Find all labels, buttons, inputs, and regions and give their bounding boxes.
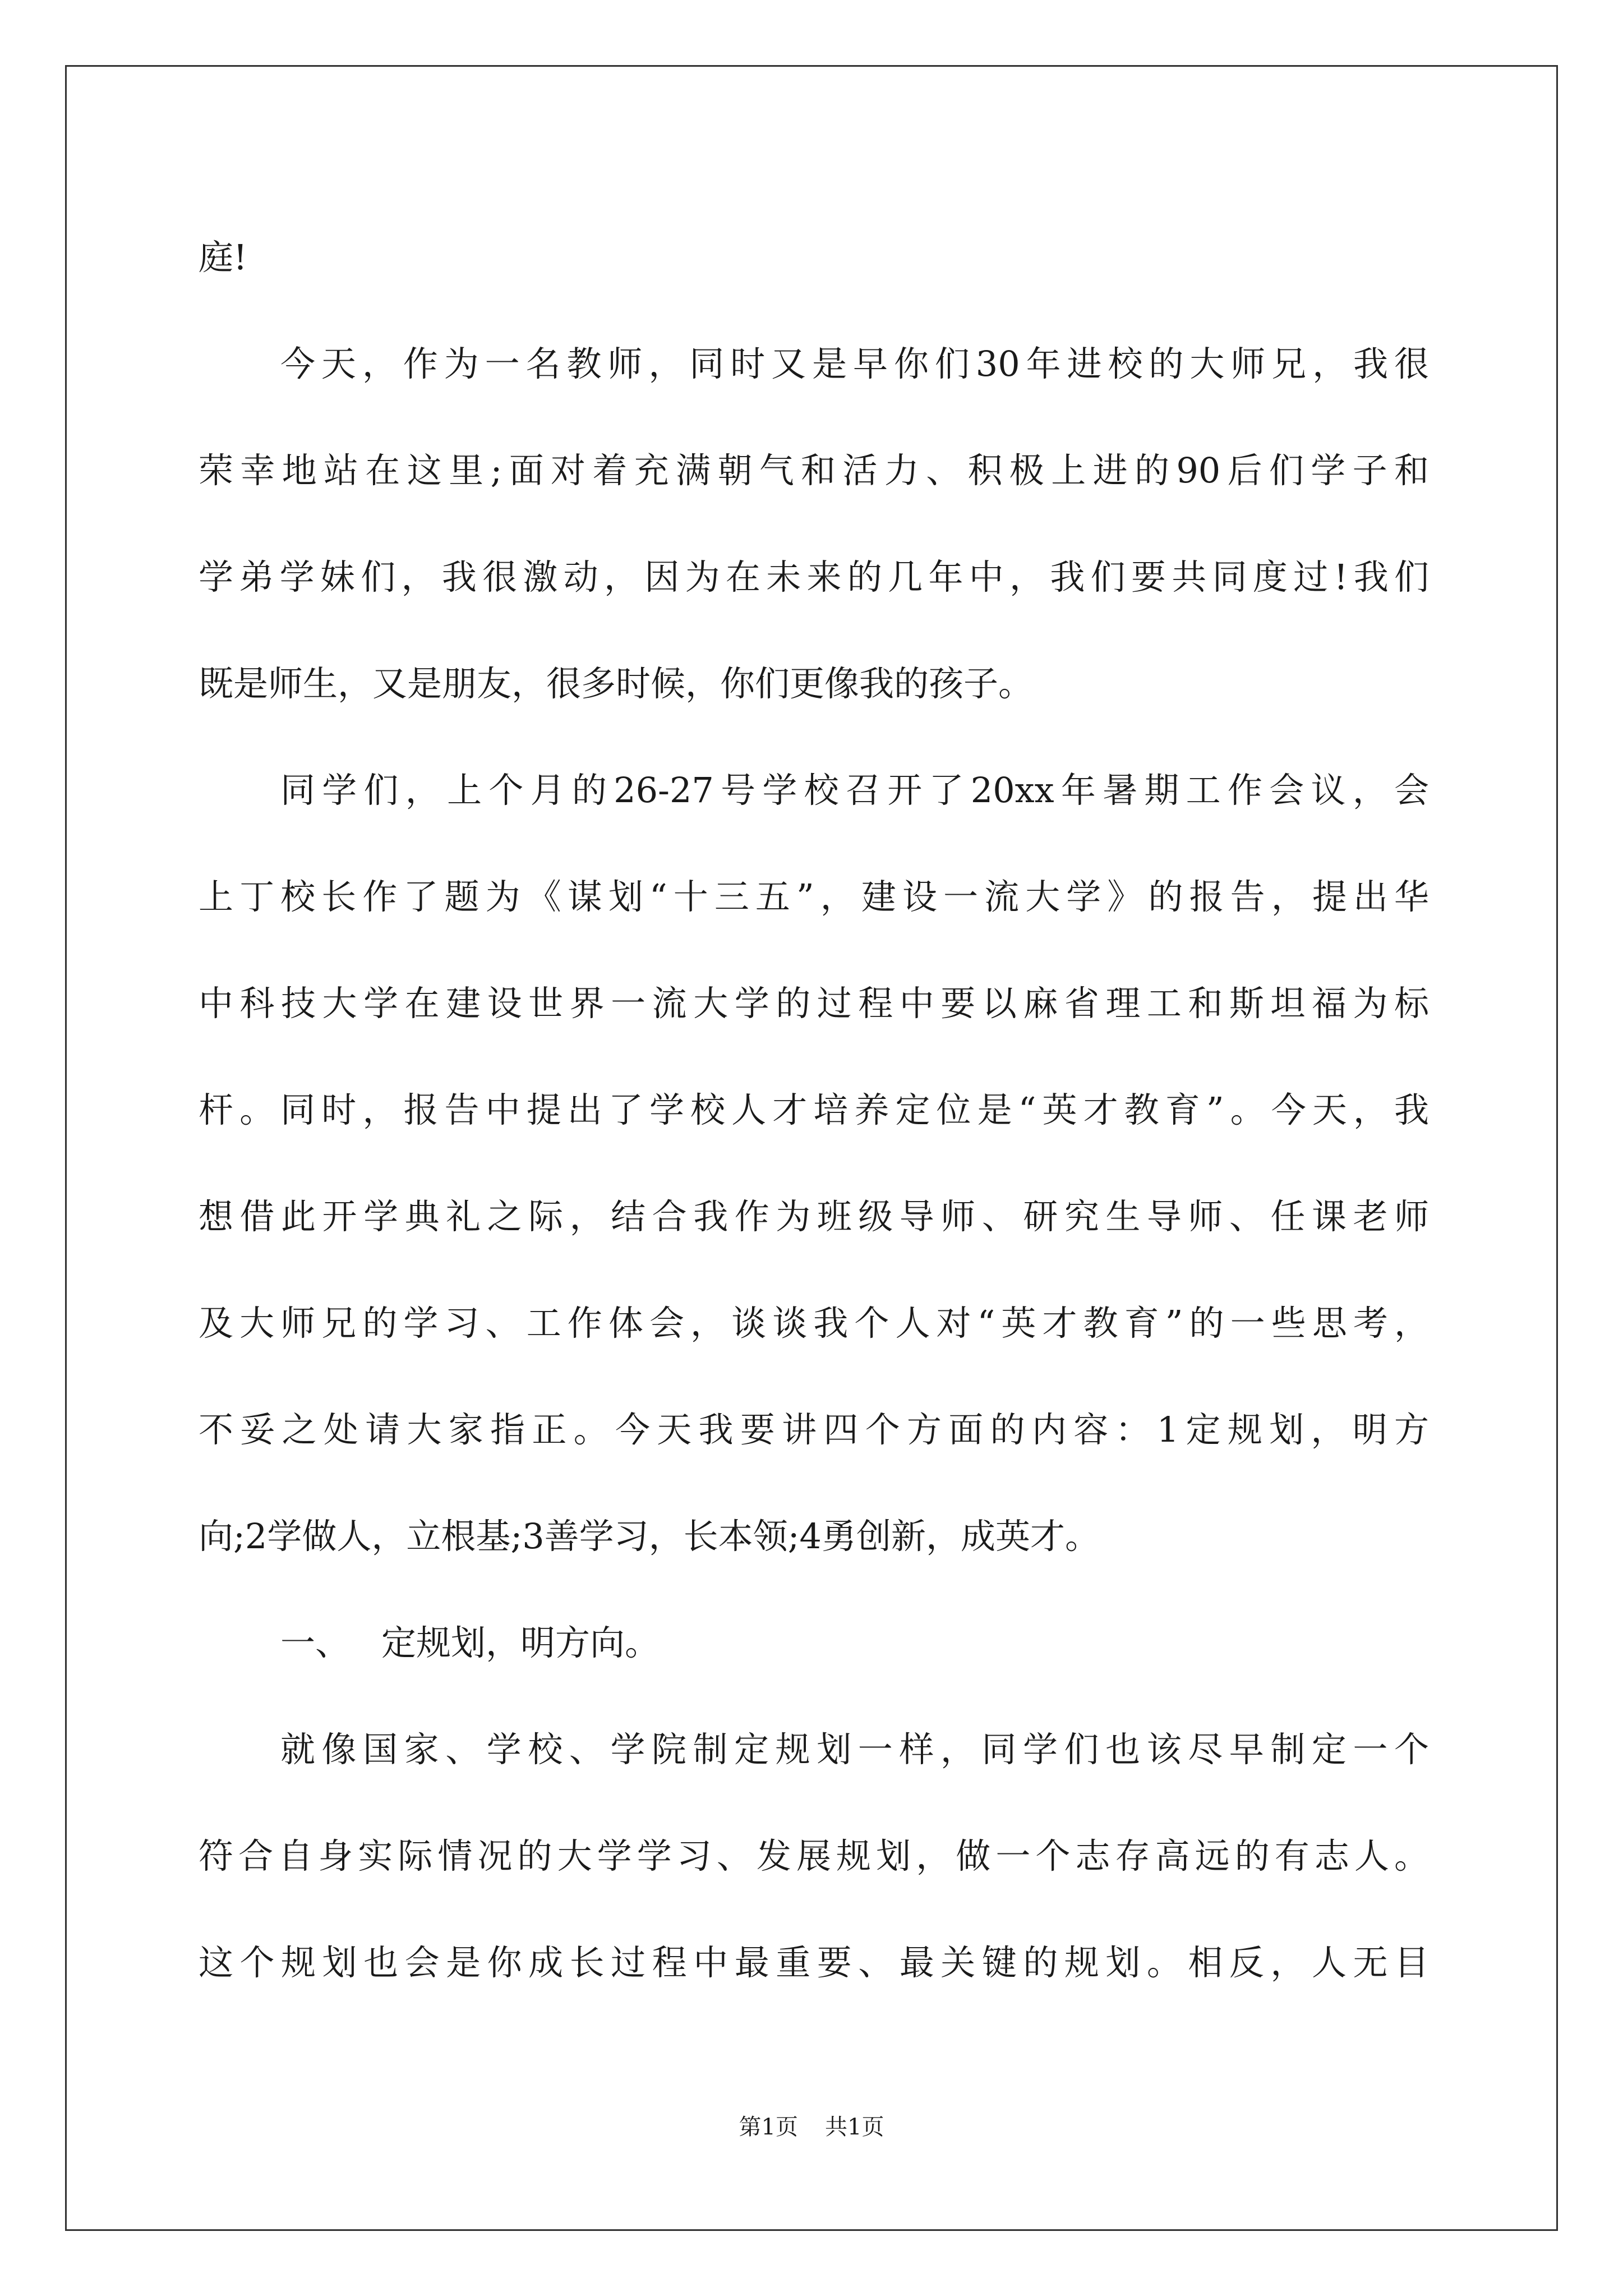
paragraph-line: 杆。同时，报告中提出了学校人才培养定位是“英才教育”。今天，我 bbox=[199, 1089, 1429, 1130]
paragraph-line: 既是师生，又是朋友，很多时候，你们更像我的孩子。 bbox=[199, 663, 1034, 704]
document-body bbox=[199, 204, 1429, 2016]
paragraph-line: 及大师兄的学习、工作体会，谈谈我个人对“英才教育”的一些思考， bbox=[199, 1303, 1429, 1343]
paragraph-line: 今天，作为一名教师，同时又是早你们30年进校的大师兄，我很 bbox=[280, 343, 1429, 384]
section-heading bbox=[199, 1590, 1429, 1696]
paragraph-line: 上丁校长作了题为《谋划“十三五”，建设一流大学》的报告，提出华 bbox=[199, 876, 1429, 917]
page-footer bbox=[0, 2110, 1623, 2144]
page-total: 共1页 bbox=[825, 2114, 884, 2140]
paragraph-line: 符合自身实际情况的大学学习、发展规划，做一个志存高远的有志人。 bbox=[199, 1835, 1429, 1876]
paragraph-line: 同学们，上个月的26-27号学校召开了20xx年暑期工作会议，会 bbox=[280, 770, 1429, 811]
paragraph-line: 向;2学做人，立根基;3善学习，长本领;4勇创新，成英才。 bbox=[199, 1516, 1100, 1557]
page-number: 第1页 bbox=[739, 2114, 798, 2140]
paragraph-line: 学弟学妹们，我很激动，因为在未来的几年中，我们要共同度过!我们 bbox=[199, 556, 1429, 597]
section-heading-number: 一、 bbox=[280, 1622, 351, 1663]
paragraph-line: 不妥之处请大家指正。今天我要讲四个方面的内容：1定规划，明方 bbox=[199, 1409, 1429, 1450]
paragraph-line: 想借此开学典礼之际，结合我作为班级导师、研究生导师、任课老师 bbox=[199, 1196, 1429, 1237]
paragraph-line: 中科技大学在建设世界一流大学的过程中要以麻省理工和斯坦福为标 bbox=[199, 983, 1429, 1024]
paragraph-line: 这个规划也会是你成长过程中最重要、最关键的规划。相反，人无目 bbox=[199, 1942, 1429, 1983]
paragraph-line: 庭! bbox=[199, 237, 247, 278]
section-heading-text: 定规划，明方向。 bbox=[381, 1622, 660, 1663]
paragraph-line: 就像国家、学校、学院制定规划一样，同学们也该尽早制定一个 bbox=[280, 1729, 1429, 1770]
paragraph-line: 荣幸地站在这里;面对着充满朝气和活力、积极上进的90后们学子和 bbox=[199, 450, 1429, 491]
